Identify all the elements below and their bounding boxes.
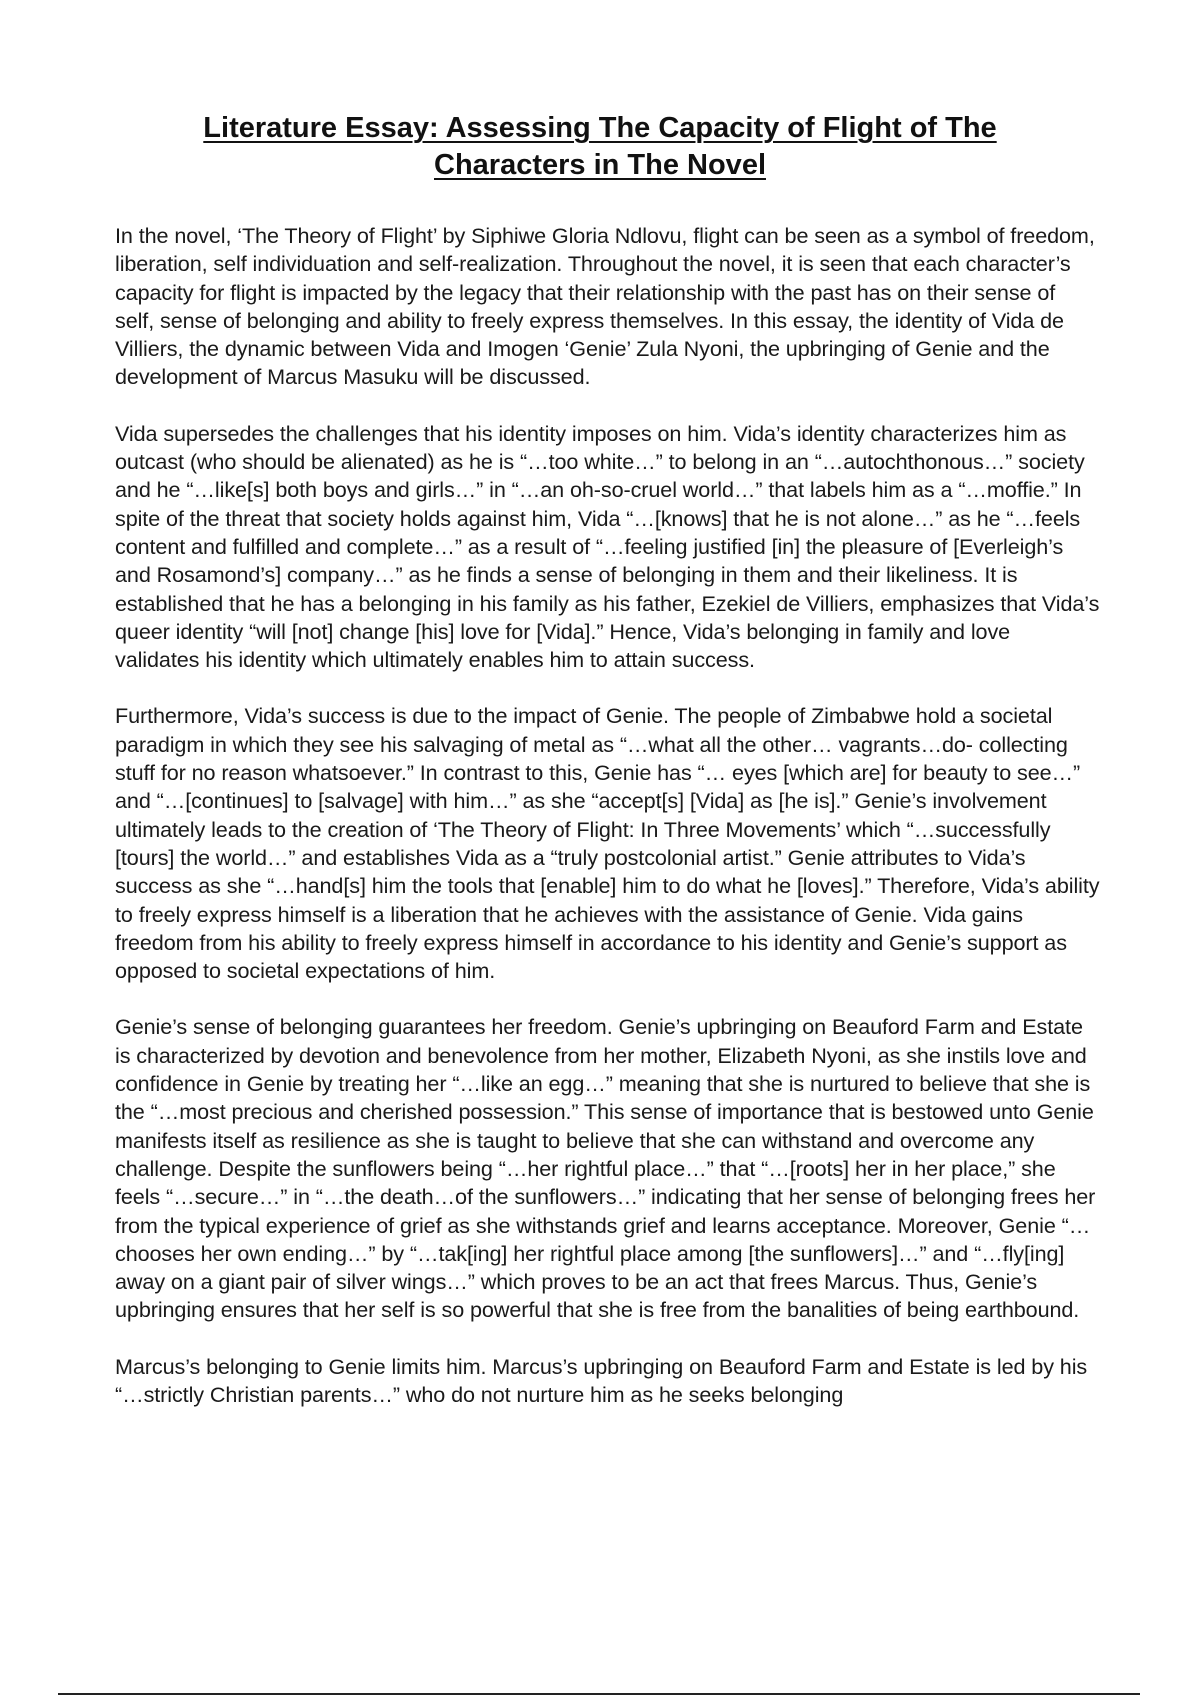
- paragraph-marcus: Marcus’s belonging to Genie limits him. Marcus’s upbringing on Beauford Farm and Estate is led by his “…strictly Christian parents…” who do not nurture him as he seeks belonging: [115, 1353, 1088, 1407]
- page-bottom-divider: [58, 1693, 1140, 1695]
- paragraph-genie-belonging: Genie’s sense of belonging guarantees her freedom. Genie’s upbringing on Beauford Farm and Estate is characterized by devotion and benevolence from her mother, Elizabeth Nyoni, as she instils love and confidence in Genie by treating her “…like an egg…” meaning that she is nurtured to believe that she is the “…most precious and cherished possession.” This sense of importance that is bestowed unto Genie manifests itself as resilience as she is taught to believe that she can withstand and overcome any challenge. Despite the sunflowers being “…her rightful place…” that “…[roots] her in her place,” she feels “…secure…” in “…the death…of the sunflowers…” indicating that her sense of belonging frees her from the typical experience of grief as she withstands grief and learns acceptance. Moreover, Genie “…chooses her own ending…” by “…tak[ing] her rightful place among [the sunflowers]…” and “…fly[ing] away on a giant pair of silver wings…” which proves to be an act that frees Marcus. Thus, Genie’s upbringing ensures that her self is so powerful that she is free from the banalities of being earthbound.: [115, 1014, 1096, 1323]
- paragraph-vida-identity: Vida supersedes the challenges that his identity imposes on him. Vida’s identity characterizes him as outcast (who should be alienated) as he is “…too white…” to belong in an “…autochthonous…” society and he “…like[s] both boys and girls…” in “…an oh-so-cruel world…” that labels him as a “…moffie.” In spite of the threat that society holds against him, Vida “…[knows] that he is not alone…” as he “…feels content and fulfilled and complete…” as a result of “…feeling justified [in] the pleasure of [Everleigh’s and Rosamond’s] company…” as he finds a sense of belonging in them and their likeliness. It is established that he has a belonging in his family as his father, Ezekiel de Villiers, emphasizes that Vida’s queer identity “will [not] change [his] love for [Vida].” Hence, Vida’s belonging in family and love validates his identity which ultimately enables him to attain success.: [115, 420, 1100, 673]
- essay-body: [115, 222, 1100, 1437]
- essay-title: [115, 110, 1085, 184]
- essay-title-line-2: Characters in The Novel: [434, 149, 766, 181]
- essay-title-line-1: Literature Essay: Assessing The Capacity of Flight of The: [203, 112, 997, 144]
- paragraph-vida-genie: Furthermore, Vida’s success is due to the impact of Genie. The people of Zimbabwe hold a societal paradigm in which they see his salvaging of metal as “…what all the other… vagrants…do- collecting stuff for no reason whatsoever.” In contrast to this, Genie has “… eyes [which are] for beauty to see…” and “…[continues] to [salvage] with him…” as she “accept[s] [Vida] as [he is].” Genie’s involvement ultimately leads to the creation of ‘The Theory of Flight: In Three Movements’ which “…successfully [tours] the world…” and establishes Vida as a “truly postcolonial artist.” Genie attributes to Vida’s success as she “…hand[s] him the tools that [enable] him to do what he [loves].” Therefore, Vida’s ability to freely express himself is a liberation that he achieves with the assistance of Genie. Vida gains freedom from his ability to freely express himself in accordance to his identity and Genie’s support as opposed to societal expectations of him.: [115, 703, 1100, 984]
- paragraph-introduction: In the novel, ‘The Theory of Flight’ by Siphiwe Gloria Ndlovu, flight can be seen as a symbol of freedom, liberation, self individuation and self-realization. Throughout the novel, it is seen that each character’s capacity for flight is impacted by the legacy that their relationship with the past has on their sense of self, sense of belonging and ability to freely express themselves. In this essay, the identity of Vida de Villiers, the dynamic between Vida and Imogen ‘Genie’ Zula Nyoni, the upbringing of Genie and the development of Marcus Masuku will be discussed.: [115, 223, 1095, 390]
